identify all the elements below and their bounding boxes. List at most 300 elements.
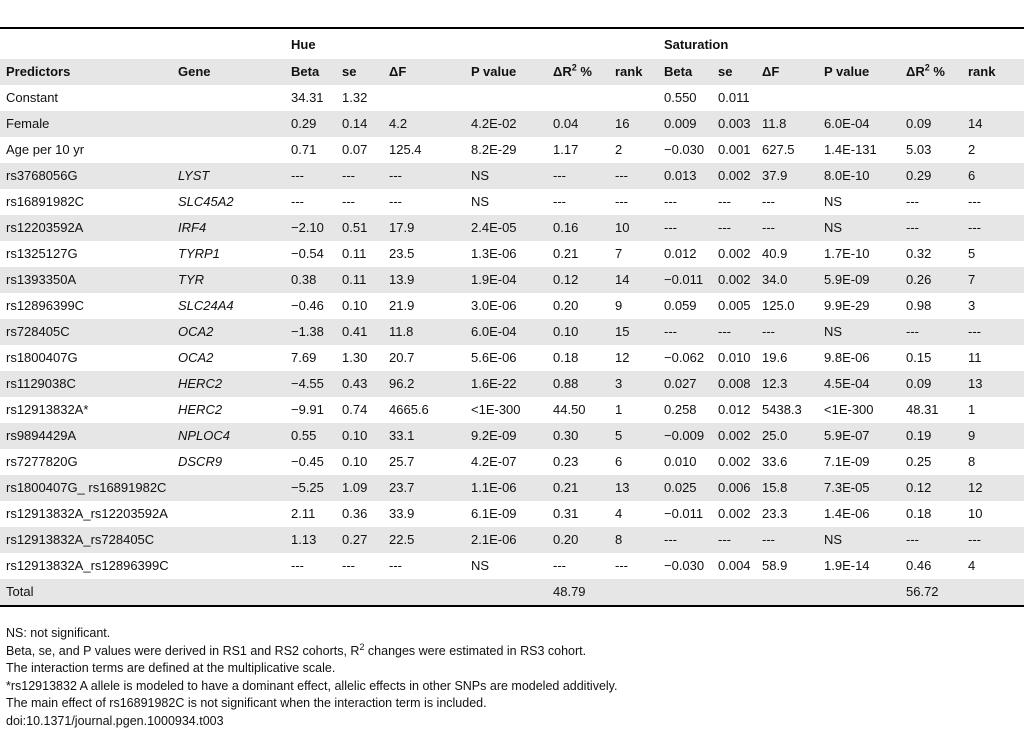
sat-beta-cell: 0.258 — [664, 402, 697, 417]
sat-se-cell: --- — [712, 527, 756, 553]
sat-rank-cell: 14 — [962, 111, 1024, 137]
predictor-cell: rs1129038C — [0, 371, 172, 397]
sat-pvalue-cell: 5.9E-07 — [818, 423, 900, 449]
hue-pvalue-cell — [465, 85, 547, 111]
predictor-cell: rs12203592A — [0, 215, 172, 241]
predictor-cell: rs16891982C — [6, 194, 85, 209]
hue-beta-cell: 34.31 — [291, 90, 324, 105]
sat-df-cell: 40.9 — [762, 246, 788, 261]
sat-pvalue-cell: 7.3E-05 — [818, 475, 900, 501]
hue-beta-cell: --- — [285, 163, 336, 189]
sat-beta-cell: --- — [658, 527, 712, 553]
hue-df-cell: --- — [389, 558, 402, 573]
hue-dr2-cell: 0.04 — [547, 111, 609, 137]
hue-beta-cell: 0.55 — [285, 423, 336, 449]
hue-rank-cell: 7 — [615, 246, 623, 261]
hue-df-cell: 25.7 — [389, 454, 415, 469]
sat-se-cell: 0.006 — [712, 475, 756, 501]
table-row — [0, 553, 1024, 579]
sat-df-cell: 58.9 — [762, 558, 788, 573]
sat-beta-cell: 0.009 — [658, 111, 712, 137]
sat-beta-cell: 0.550 — [664, 90, 697, 105]
predictor-cell: rs7277820G — [6, 454, 78, 469]
hue-dr2-cell: 0.21 — [553, 246, 579, 261]
hue-df-cell: 21.9 — [389, 298, 415, 313]
sat-pvalue-header: P value — [818, 59, 900, 85]
sat-dr2-cell: --- — [900, 319, 962, 345]
hue-beta-cell: −2.10 — [285, 215, 336, 241]
sat-df-header: ΔF — [756, 59, 818, 85]
hue-rank-cell: --- — [615, 558, 628, 573]
sat-se-cell: --- — [712, 215, 756, 241]
hue-pvalue-cell: 4.2E-02 — [465, 111, 547, 137]
sat-pvalue-cell — [818, 85, 900, 111]
hue-pvalue-cell: NS — [465, 163, 547, 189]
predictor-cell: rs1800407G_ rs16891982C — [0, 475, 172, 501]
footnote-dominant: *rs12913832 A allele is modeled to have a dominant effect, allelic effects in other SNPs are modeled additively. — [6, 678, 618, 693]
footnote-cohorts: Beta, se, and P values were derived in RS1 and RS2 cohorts, $R^2$ changes were estimated in RS3 cohort. — [6, 641, 587, 658]
hue-beta-cell: 0.71 — [291, 142, 317, 157]
hue-dr2-cell: 0.20 — [547, 527, 609, 553]
table-row — [0, 241, 1024, 267]
predictor-cell: Female — [0, 111, 172, 137]
hue-pvalue-header: P value — [465, 59, 547, 85]
table-top-rule — [0, 27, 1024, 29]
total-label: Total — [0, 579, 172, 606]
table-row — [0, 501, 1024, 527]
sat-se-header: se — [712, 59, 756, 85]
hue-df-cell: 11.8 — [383, 319, 465, 345]
hue-pvalue-cell: 2.1E-06 — [465, 527, 547, 553]
sat-pvalue-cell: NS — [824, 194, 843, 209]
hue-df-cell: 96.2 — [383, 371, 465, 397]
sat-dr2-cell: 5.03 — [906, 142, 932, 157]
gene-cell — [172, 475, 285, 501]
gene-header: Gene — [172, 59, 285, 85]
sat-df-cell: 12.3 — [756, 371, 818, 397]
sat-pvalue-cell: 9.8E-06 — [824, 350, 870, 365]
hue-df-cell — [383, 85, 465, 111]
predictor-cell: rs9894429A — [0, 423, 172, 449]
hue-beta-cell: --- — [291, 194, 304, 209]
sat-dr2-cell: 0.12 — [900, 475, 962, 501]
hue-beta-cell: --- — [291, 558, 304, 573]
hue-se-cell: 1.09 — [336, 475, 383, 501]
sat-beta-cell: −0.062 — [664, 350, 705, 365]
footnote-doi: doi:10.1371/journal.pgen.1000934.t003 — [6, 713, 224, 728]
hue-dr2-cell: 0.30 — [547, 423, 609, 449]
sat-beta-header: Beta — [658, 59, 712, 85]
table-footnotes — [6, 625, 617, 730]
predictor-cell: rs12913832A_rs12203592A — [6, 506, 168, 521]
table-row — [0, 111, 1024, 137]
sat-pvalue-cell: 5.9E-09 — [818, 267, 900, 293]
sat-rank-cell: 11 — [968, 350, 982, 365]
sat-rank-cell: 13 — [962, 371, 1024, 397]
gene-cell — [172, 137, 285, 163]
sat-beta-cell: −0.030 — [664, 142, 705, 157]
hue-dr2-header: $\Delta R^2$ % — [547, 59, 609, 85]
sat-pvalue-cell: 1.7E-10 — [824, 246, 870, 261]
hue-beta-header: Beta — [285, 59, 336, 85]
sat-beta-cell: −0.011 — [658, 267, 712, 293]
table-row — [0, 423, 1024, 449]
hue-total-dr2: 48.79 — [547, 579, 609, 606]
hue-rank-cell — [609, 85, 658, 111]
sat-rank-cell: 8 — [968, 454, 976, 469]
gene-cell — [172, 501, 285, 527]
hue-dr2-cell: 1.17 — [553, 142, 579, 157]
sat-pvalue-cell: NS — [818, 527, 900, 553]
predictor-cell: rs12913832A_rs728405C — [0, 527, 172, 553]
sat-dr2-cell: 0.18 — [906, 506, 932, 521]
gene-cell — [172, 85, 285, 111]
sat-df-cell: 37.9 — [756, 163, 818, 189]
hue-dr2-cell: 0.88 — [547, 371, 609, 397]
sat-beta-cell: 0.012 — [664, 246, 697, 261]
hue-df-cell: 125.4 — [389, 142, 422, 157]
sat-df-cell: 5438.3 — [762, 402, 802, 417]
predictor-cell: Constant — [6, 90, 59, 105]
predictor-cell: rs3768056G — [0, 163, 172, 189]
sat-se-cell: 0.002 — [712, 423, 756, 449]
gene-cell: HERC2 — [172, 371, 285, 397]
hue-dr2-cell: 0.20 — [553, 298, 579, 313]
hue-beta-cell: 0.29 — [285, 111, 336, 137]
sat-beta-cell: 0.027 — [658, 371, 712, 397]
sat-dr2-cell: 0.46 — [906, 558, 932, 573]
sat-pvalue-cell: 1.4E-131 — [824, 142, 877, 157]
table-row — [0, 163, 1024, 189]
predictor-cell: rs12913832A_rs12896399C — [6, 558, 169, 573]
hue-df-cell: 33.1 — [383, 423, 465, 449]
hue-rank-cell: 5 — [609, 423, 658, 449]
sat-pvalue-cell: 6.0E-04 — [818, 111, 900, 137]
sat-dr2-cell: 0.26 — [900, 267, 962, 293]
table-row — [0, 319, 1024, 345]
sat-rank-cell: 3 — [968, 298, 976, 313]
sat-dr2-cell: 0.09 — [900, 111, 962, 137]
predictor-cell: rs728405C — [0, 319, 172, 345]
table-body — [0, 85, 1024, 606]
hue-pvalue-cell: 9.2E-09 — [465, 423, 547, 449]
sat-total-dr2: 56.72 — [900, 579, 962, 606]
results-table — [0, 31, 1024, 607]
hue-se-cell: 0.07 — [342, 142, 368, 157]
hue-beta-cell: 0.38 — [285, 267, 336, 293]
hue-se-cell: 0.41 — [336, 319, 383, 345]
sat-beta-cell: 0.059 — [664, 298, 697, 313]
hue-se-cell: 1.32 — [342, 90, 368, 105]
sat-rank-cell — [962, 85, 1024, 111]
predictor-cell: rs12896399C — [6, 298, 85, 313]
table-row — [0, 371, 1024, 397]
hue-se-cell: 0.74 — [342, 402, 368, 417]
footnote-main-effect: The main effect of rs16891982C is not significant when the interaction term is included. — [6, 696, 487, 710]
table-row — [0, 85, 1024, 111]
group-header-row — [0, 31, 1024, 59]
hue-pvalue-cell: 6.1E-09 — [471, 506, 517, 521]
sat-df-cell: 23.3 — [762, 506, 788, 521]
hue-df-cell: --- — [389, 194, 402, 209]
sat-rank-cell: 5 — [968, 246, 976, 261]
sat-se-cell: 0.002 — [712, 267, 756, 293]
sat-df-cell: 19.6 — [762, 350, 788, 365]
hue-se-cell: 0.10 — [342, 454, 368, 469]
predictor-cell: rs1800407G — [6, 350, 78, 365]
sat-pvalue-cell: NS — [818, 215, 900, 241]
predictor-cell: Age per 10 yr — [6, 142, 85, 157]
hue-dr2-cell: 0.10 — [547, 319, 609, 345]
hue-rank-cell: 16 — [609, 111, 658, 137]
sat-se-cell: 0.008 — [712, 371, 756, 397]
table-row — [0, 189, 1024, 215]
hue-pvalue-cell: 3.0E-06 — [471, 298, 517, 313]
sat-beta-cell: --- — [658, 215, 712, 241]
hue-df-header: ΔF — [383, 59, 465, 85]
sat-rank-cell: --- — [962, 319, 1024, 345]
hue-se-cell: --- — [336, 163, 383, 189]
sat-df-cell: 25.0 — [756, 423, 818, 449]
gene-cell: TYRP1 — [178, 246, 220, 261]
gene-cell: IRF4 — [172, 215, 285, 241]
hue-beta-cell: 7.69 — [291, 350, 317, 365]
sat-pvalue-cell: 9.9E-29 — [824, 298, 870, 313]
sat-beta-cell: −0.011 — [664, 506, 704, 521]
hue-se-cell: 0.43 — [336, 371, 383, 397]
sat-rank-cell: --- — [968, 194, 981, 209]
sat-rank-cell: 9 — [962, 423, 1024, 449]
sat-df-cell: 15.8 — [756, 475, 818, 501]
hue-df-cell: 23.5 — [389, 246, 415, 261]
sat-rank-cell: 6 — [962, 163, 1024, 189]
hue-rank-cell: 9 — [615, 298, 623, 313]
hue-rank-cell: 1 — [615, 402, 623, 417]
hue-df-cell: 22.5 — [383, 527, 465, 553]
sat-dr2-cell: 0.19 — [900, 423, 962, 449]
gene-cell — [172, 527, 285, 553]
hue-pvalue-cell: 1.9E-04 — [465, 267, 547, 293]
gene-cell: LYST — [172, 163, 285, 189]
hue-rank-cell: 6 — [615, 454, 623, 469]
hue-beta-cell: 1.13 — [285, 527, 336, 553]
hue-beta-cell: −1.38 — [285, 319, 336, 345]
sat-se-cell: --- — [718, 194, 731, 209]
hue-dr2-cell: 0.21 — [547, 475, 609, 501]
hue-df-cell: 17.9 — [383, 215, 465, 241]
hue-beta-cell: −0.46 — [291, 298, 324, 313]
hue-dr2-cell: 0.16 — [547, 215, 609, 241]
hue-dr2-cell: 0.18 — [553, 350, 579, 365]
sat-se-cell: 0.002 — [712, 163, 756, 189]
table-row — [0, 267, 1024, 293]
sat-pvalue-cell: 1.9E-14 — [824, 558, 870, 573]
sat-df-cell: 33.6 — [762, 454, 788, 469]
predictors-header: Predictors — [0, 59, 172, 85]
sat-rank-cell: 1 — [968, 402, 976, 417]
hue-pvalue-cell: 8.2E-29 — [471, 142, 517, 157]
sat-rank-cell: 12 — [962, 475, 1024, 501]
sat-df-cell: --- — [762, 194, 775, 209]
hue-se-cell: 0.51 — [336, 215, 383, 241]
sat-dr2-cell: 48.31 — [906, 402, 939, 417]
sat-beta-cell: --- — [664, 194, 677, 209]
sat-pvalue-cell: 1.4E-06 — [824, 506, 870, 521]
hue-rank-cell: 10 — [609, 215, 658, 241]
hue-group-header: Hue — [291, 37, 316, 52]
gene-cell: NPLOC4 — [172, 423, 285, 449]
hue-dr2-cell — [547, 85, 609, 111]
hue-rank-cell: 12 — [615, 350, 630, 365]
footnote-interaction: The interaction terms are defined at the multiplicative scale. — [6, 661, 336, 675]
hue-rank-cell: 14 — [609, 267, 658, 293]
hue-beta-cell: −9.91 — [291, 402, 324, 417]
hue-se-cell: 0.11 — [342, 246, 367, 261]
sat-df-cell: --- — [756, 215, 818, 241]
hue-dr2-cell: 0.23 — [553, 454, 579, 469]
sat-dr2-cell: 0.09 — [900, 371, 962, 397]
hue-df-cell: 33.9 — [389, 506, 415, 521]
footnote-ns: NS: not significant. — [6, 626, 111, 640]
hue-pvalue-cell: <1E-300 — [471, 402, 521, 417]
hue-se-cell: 0.10 — [336, 423, 383, 449]
hue-df-cell: 4665.6 — [389, 402, 429, 417]
sat-pvalue-cell: NS — [818, 319, 900, 345]
sat-dr2-header: $\Delta R^2$ % — [900, 59, 962, 85]
hue-beta-cell: −4.55 — [285, 371, 336, 397]
hue-beta-cell: −5.25 — [285, 475, 336, 501]
hue-rank-cell: 8 — [609, 527, 658, 553]
sat-beta-cell: 0.025 — [658, 475, 712, 501]
sat-se-cell: 0.001 — [718, 142, 751, 157]
table-row — [0, 449, 1024, 475]
hue-pvalue-cell: 5.6E-06 — [471, 350, 517, 365]
hue-pvalue-cell: 6.0E-04 — [465, 319, 547, 345]
sat-se-cell: 0.002 — [718, 506, 751, 521]
hue-dr2-cell: 0.12 — [547, 267, 609, 293]
sat-se-cell: 0.002 — [718, 246, 751, 261]
hue-pvalue-cell: 1.1E-06 — [465, 475, 547, 501]
hue-se-cell: 0.36 — [342, 506, 368, 521]
hue-rank-cell: --- — [609, 163, 658, 189]
gene-cell: HERC2 — [178, 402, 223, 417]
gene-cell: DSCR9 — [178, 454, 223, 469]
table-row — [0, 293, 1024, 319]
table-row — [0, 475, 1024, 501]
predictor-cell: rs1393350A — [0, 267, 172, 293]
sat-pvalue-cell: 7.1E-09 — [824, 454, 870, 469]
gene-cell: OCA2 — [178, 350, 214, 365]
predictor-cell: rs1325127G — [6, 246, 78, 261]
hue-rank-cell: --- — [615, 194, 628, 209]
hue-se-header: se — [336, 59, 383, 85]
hue-pvalue-cell: 4.2E-07 — [471, 454, 517, 469]
gene-cell: TYR — [172, 267, 285, 293]
sat-beta-cell: 0.010 — [664, 454, 697, 469]
hue-df-cell: 23.7 — [383, 475, 465, 501]
table-row — [0, 527, 1024, 553]
sat-dr2-cell — [900, 85, 962, 111]
hue-rank-cell: 15 — [609, 319, 658, 345]
table-row — [0, 397, 1024, 423]
sat-pvalue-cell: 4.5E-04 — [818, 371, 900, 397]
sat-pvalue-cell: 8.0E-10 — [818, 163, 900, 189]
sat-df-cell: 627.5 — [762, 142, 795, 157]
hue-se-cell: 0.10 — [342, 298, 368, 313]
sat-se-cell: 0.003 — [712, 111, 756, 137]
hue-se-cell: 0.27 — [336, 527, 383, 553]
sat-df-cell: 125.0 — [762, 298, 795, 313]
sat-df-cell: --- — [756, 319, 818, 345]
sat-se-cell: 0.012 — [718, 402, 751, 417]
sat-rank-cell: 7 — [962, 267, 1024, 293]
sat-se-cell: 0.005 — [718, 298, 751, 313]
hue-dr2-cell: 0.31 — [553, 506, 579, 521]
hue-se-cell: --- — [342, 558, 355, 573]
sat-dr2-cell: --- — [900, 215, 962, 241]
gene-cell — [172, 111, 285, 137]
sat-rank-cell: 10 — [968, 506, 983, 521]
sat-df-cell: --- — [756, 527, 818, 553]
saturation-group-header: Saturation — [664, 37, 729, 52]
sat-df-cell: 34.0 — [756, 267, 818, 293]
hue-pvalue-cell: 1.6E-22 — [465, 371, 547, 397]
table-row — [0, 215, 1024, 241]
sat-dr2-cell: 0.98 — [906, 298, 932, 313]
sat-dr2-cell: --- — [900, 527, 962, 553]
sat-df-cell: 11.8 — [756, 111, 818, 137]
sat-dr2-cell: 0.15 — [906, 350, 932, 365]
hue-df-cell: 13.9 — [383, 267, 465, 293]
hue-pvalue-cell: 2.4E-05 — [465, 215, 547, 241]
sat-dr2-cell: 0.32 — [906, 246, 932, 261]
sat-dr2-cell: 0.29 — [900, 163, 962, 189]
hue-dr2-cell: --- — [547, 163, 609, 189]
hue-pvalue-cell: NS — [471, 194, 490, 209]
table-row — [0, 345, 1024, 371]
sat-rank-cell: 2 — [968, 142, 976, 157]
hue-dr2-cell: --- — [553, 194, 566, 209]
sat-rank-cell: --- — [962, 215, 1024, 241]
hue-se-cell: --- — [342, 194, 355, 209]
total-row — [0, 579, 1024, 606]
sat-rank-cell: --- — [962, 527, 1024, 553]
sat-se-cell: --- — [712, 319, 756, 345]
sat-dr2-cell: --- — [906, 194, 919, 209]
hue-rank-cell: 13 — [609, 475, 658, 501]
sat-beta-cell: 0.013 — [658, 163, 712, 189]
gene-cell: SLC24A4 — [178, 298, 234, 313]
sat-pvalue-cell: <1E-300 — [824, 402, 874, 417]
hue-df-cell: 20.7 — [389, 350, 415, 365]
hue-rank-cell: 4 — [615, 506, 623, 521]
sat-se-cell: 0.004 — [718, 558, 751, 573]
predictor-cell: rs12913832A* — [6, 402, 89, 417]
column-header-row — [0, 59, 1024, 85]
sat-dr2-cell: 0.25 — [906, 454, 932, 469]
gene-cell: OCA2 — [172, 319, 285, 345]
hue-df-cell: --- — [383, 163, 465, 189]
hue-dr2-cell: 44.50 — [553, 402, 586, 417]
sat-se-cell: 0.002 — [718, 454, 751, 469]
sat-df-cell — [756, 85, 818, 111]
hue-rank-cell: 3 — [609, 371, 658, 397]
hue-se-cell: 1.30 — [342, 350, 368, 365]
hue-rank-cell: 2 — [615, 142, 623, 157]
hue-df-cell: 4.2 — [383, 111, 465, 137]
sat-rank-header: rank — [962, 59, 1024, 85]
sat-rank-cell: 4 — [968, 558, 976, 573]
